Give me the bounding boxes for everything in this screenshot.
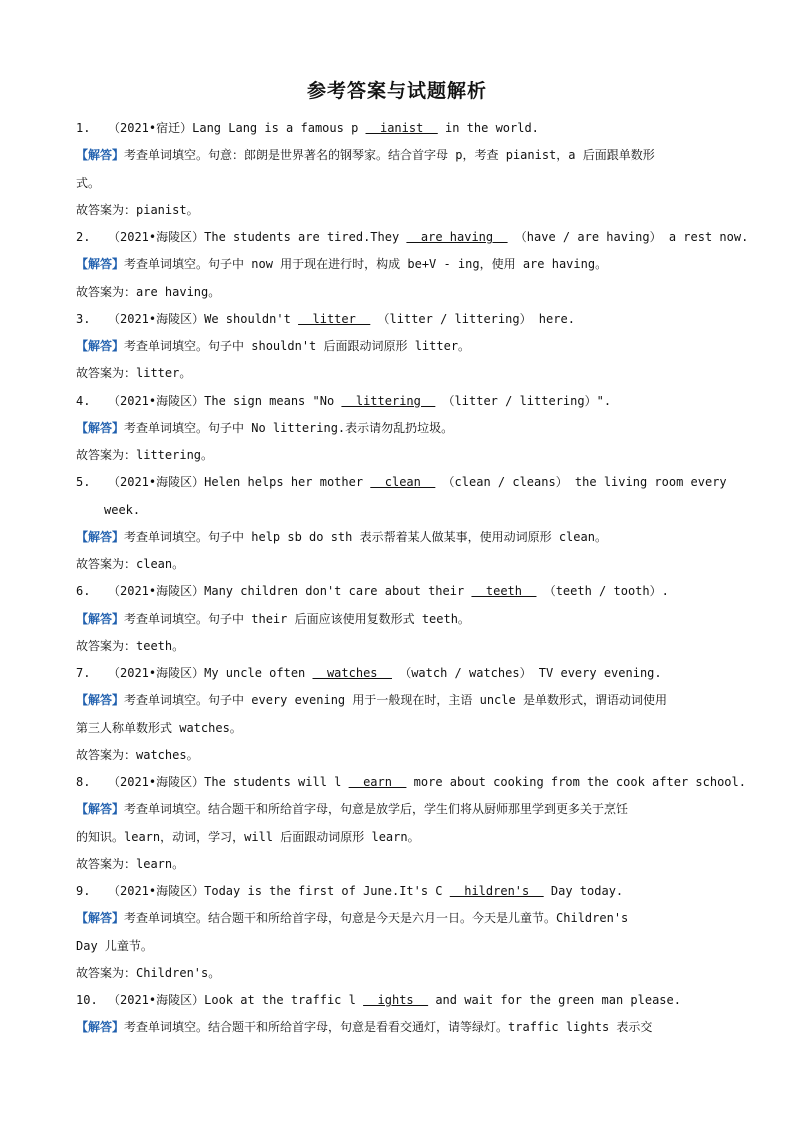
analysis-text: 考查单词填空。句子中 No littering.表示请勿乱扔垃圾。: [124, 420, 454, 435]
analysis-line-continued: 第三人称单数形式 watches。: [76, 720, 242, 735]
question-text-start: （2021•海陵区）My uncle often: [108, 666, 313, 680]
analysis-label: 【解答】: [76, 529, 125, 544]
page-title: 参考答案与试题解析: [306, 80, 487, 102]
final-answer: 故答案为：teeth。: [76, 638, 185, 653]
question-text-start: （2021•海陵区）We shouldn't: [108, 311, 299, 326]
question-item: [76, 987, 726, 1042]
analysis-line: [76, 687, 726, 714]
question-number: 4.: [76, 393, 91, 408]
analysis-text: 考查单词填空。句子中 every evening 用于一般现在时，主语 uncle 是单数形式，谓语动词使用: [124, 693, 667, 708]
question-item: [76, 469, 726, 578]
analysis-line: [76, 333, 726, 360]
final-answer: 故答案为：learn。: [76, 856, 185, 871]
question-text-end: and wait for the green man please.: [428, 993, 681, 1007]
analysis-line-continued: 的知识。learn，动词，学习，will 后面跟动词原形 learn。: [76, 829, 420, 844]
question-number: 5.: [76, 475, 91, 490]
final-answer: 故答案为：clean。: [76, 557, 185, 571]
question-line: [76, 878, 726, 905]
analysis-label: 【解答】: [76, 148, 125, 163]
question-text-start: （2021•海陵区）Many children don't care about their: [108, 584, 472, 599]
question-text-end: （clean / cleans） the living room every: [435, 475, 727, 490]
question-line: [76, 388, 726, 415]
analysis-text: 考查单词填空。结合题干和所给首字母，句意是放学后，学生们将从厨师那里学到更多关于烹饪: [124, 802, 629, 817]
answer-blank: are having: [406, 230, 508, 244]
analysis-line-continued: 式。: [76, 175, 101, 190]
question-text-start: （2021•海陵区）Today is the first of June.It's C: [108, 884, 450, 898]
analysis-line: [76, 524, 726, 551]
question-line: [76, 578, 726, 605]
question-item: [76, 388, 726, 470]
question-item: [76, 115, 726, 224]
analysis-label: 【解答】: [76, 257, 125, 272]
question-text-end: （have / are having） a rest now.: [507, 230, 749, 244]
analysis-line: [76, 142, 726, 169]
question-line-continued: week.: [104, 502, 141, 517]
question-line: [76, 769, 746, 796]
question-number: 10.: [76, 993, 98, 1007]
question-text-start: （2021•海陵区）Look at the traffic l: [108, 993, 364, 1007]
analysis-label: 【解答】: [76, 693, 125, 708]
analysis-text: 考查单词填空。句子中 now 用于现在进行时，构成 be+V - ing，使用 are having。: [124, 257, 608, 272]
analysis-label: 【解答】: [76, 1020, 125, 1035]
final-answer: 故答案为：litter。: [76, 366, 192, 381]
question-text-end: more about cooking from the cook after school.: [406, 775, 746, 789]
answer-blank: ianist: [365, 121, 438, 135]
analysis-label: 【解答】: [76, 911, 125, 926]
analysis-label: 【解答】: [76, 802, 125, 817]
answer-blank: clean: [370, 475, 436, 490]
question-text-end: in the world.: [437, 121, 539, 135]
question-text-end: （teeth / tooth）.: [536, 584, 669, 599]
answer-blank: hildren's: [449, 884, 544, 898]
question-number: 8.: [76, 775, 91, 789]
question-line: [76, 987, 726, 1014]
question-text-start: （2021•海陵区）Helen helps her mother: [108, 475, 371, 490]
question-number: 7.: [76, 666, 91, 680]
question-item: [76, 224, 749, 306]
question-number: 3.: [76, 311, 91, 326]
analysis-text: 考查单词填空。句子中 shouldn't 后面跟动词原形 litter。: [124, 339, 471, 353]
analysis-text: 考查单词填空。句子中 help sb do sth 表示帮着某人做某事，使用动词原形 clean。: [124, 529, 607, 544]
question-text-end: （litter / littering） here.: [370, 311, 575, 326]
final-answer: 故答案为：are having。: [76, 284, 221, 299]
question-item: [76, 578, 726, 660]
question-line: [76, 306, 726, 333]
answer-blank: litter: [298, 311, 371, 326]
question-text-start: （2021•海陵区）The sign means "No: [108, 393, 342, 408]
question-line: [76, 660, 726, 687]
analysis-label: 【解答】: [76, 420, 125, 435]
analysis-line: [76, 1014, 726, 1041]
question-line: [76, 224, 749, 251]
analysis-line: [76, 796, 726, 823]
analysis-text: 考查单词填空。结合题干和所给首字母，句意是今天是六月一日。今天是儿童节。Children's: [124, 911, 629, 926]
analysis-line: [76, 606, 726, 633]
final-answer: 故答案为：watches。: [76, 747, 199, 762]
question-number: 9.: [76, 884, 91, 898]
answer-blank: teeth: [471, 584, 537, 599]
question-number: 2.: [76, 230, 91, 244]
answer-blank: ights: [363, 993, 429, 1007]
question-text-end: （watch / watches） TV every evening.: [391, 666, 662, 680]
analysis-line: [76, 415, 726, 442]
question-item: [76, 306, 726, 388]
final-answer: 故答案为：pianist。: [76, 202, 199, 217]
answer-list: [76, 115, 749, 1042]
analysis-line: [76, 251, 726, 278]
answer-blank: watches: [312, 666, 392, 680]
question-item: [76, 660, 726, 769]
question-line: [76, 115, 726, 142]
question-text-start: （2021•宿迁）Lang Lang is a famous p: [108, 121, 366, 135]
question-text-end: Day today.: [543, 884, 624, 898]
analysis-line-continued: Day 儿童节。: [76, 938, 153, 953]
analysis-text: 考查单词填空。句子中 their 后面应该使用复数形式 teeth。: [124, 611, 470, 626]
analysis-text: 考查单词填空。结合题干和所给首字母，句意是看看交通灯，请等绿灯。traffic lights 表示交: [124, 1020, 653, 1035]
final-answer: 故答案为：Children's。: [76, 965, 221, 980]
analysis-label: 【解答】: [76, 611, 125, 626]
answer-blank: earn: [348, 775, 407, 789]
question-number: 1.: [76, 121, 91, 135]
final-answer: 故答案为：littering。: [76, 448, 214, 462]
question-text-end: （litter / littering）".: [435, 393, 612, 408]
question-text-start: （2021•海陵区）The students are tired.They: [108, 230, 407, 244]
question-line: [76, 469, 726, 496]
analysis-label: 【解答】: [76, 339, 125, 353]
question-text-start: （2021•海陵区）The students will l: [108, 775, 349, 789]
question-item: [76, 769, 746, 878]
question-item: [76, 878, 726, 987]
question-number: 6.: [76, 584, 91, 599]
analysis-line: [76, 905, 726, 932]
answer-blank: littering: [341, 393, 436, 408]
analysis-text: 考查单词填空。句意：郎朗是世界著名的钢琴家。结合首字母 p，考查 pianist，a 后面跟单数形: [124, 148, 655, 163]
